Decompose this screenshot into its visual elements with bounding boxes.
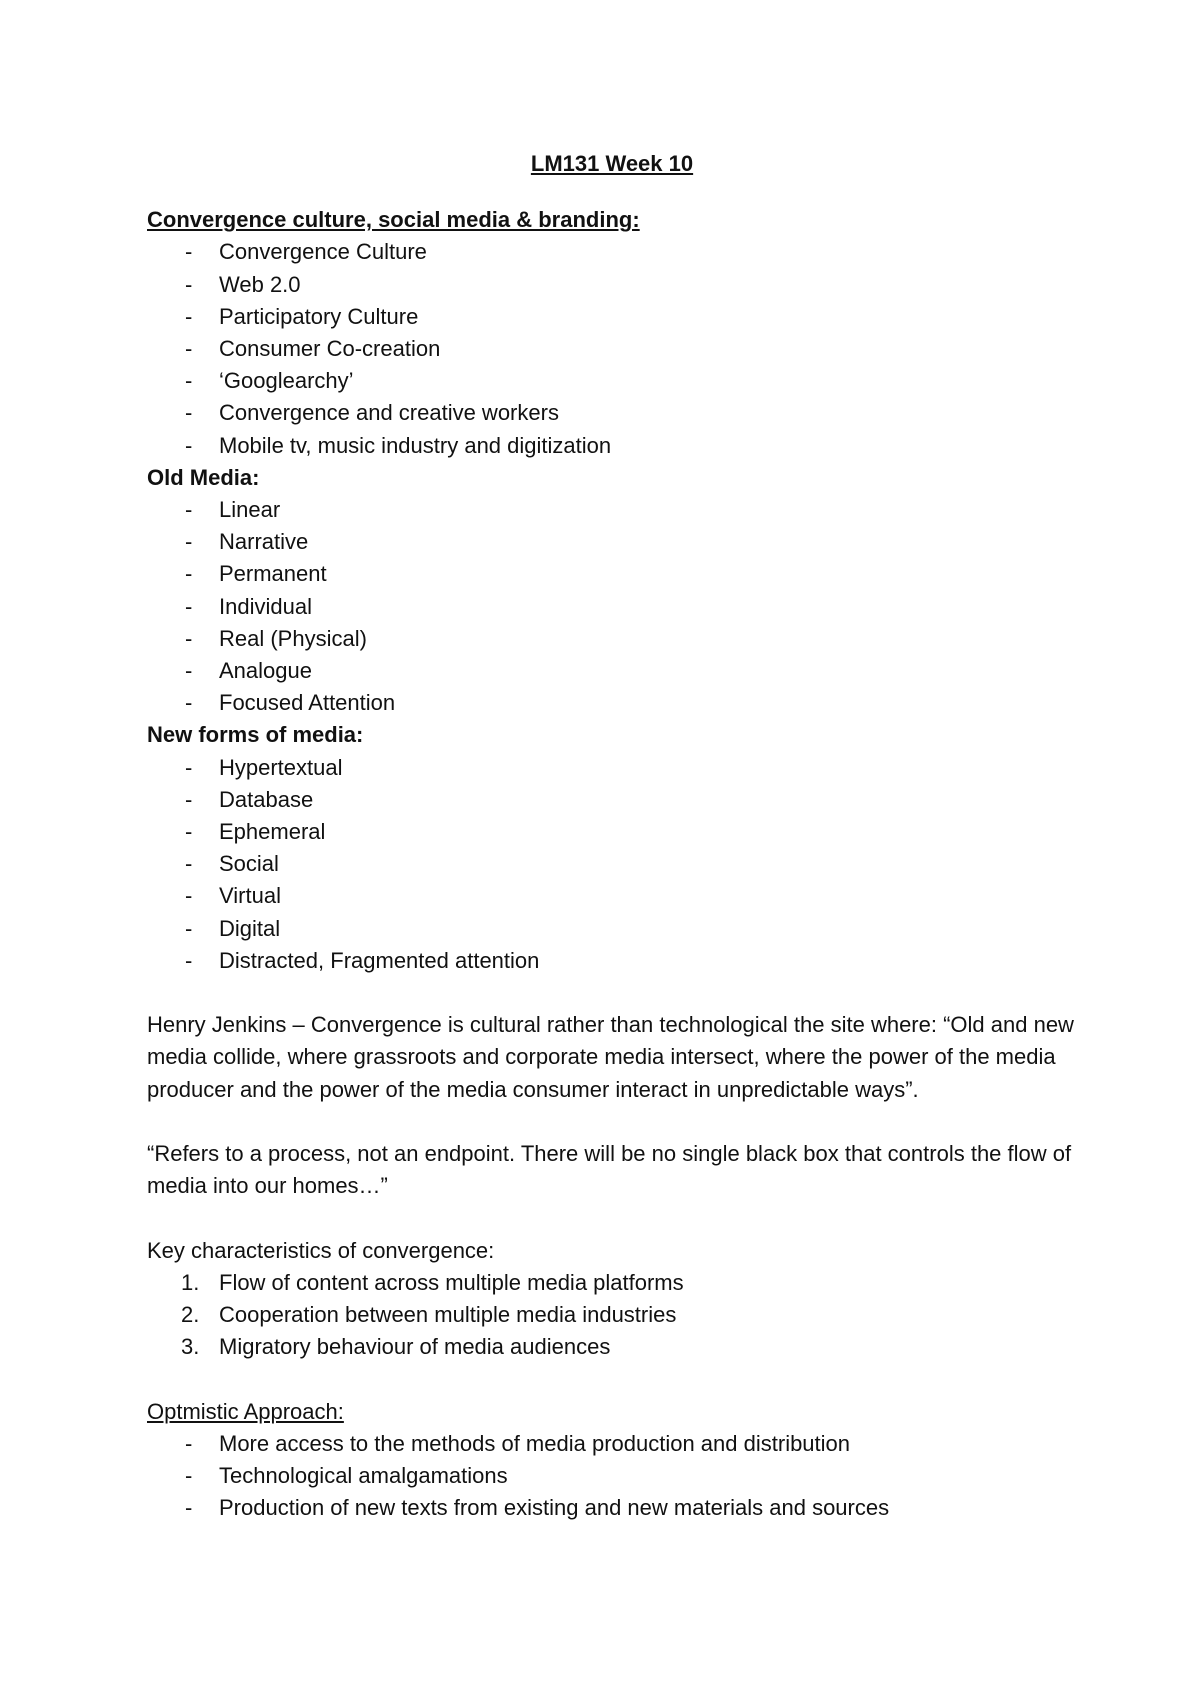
list-key-characteristics	[147, 1267, 1077, 1364]
list-item: - Individual	[185, 593, 312, 619]
list-item: - Production of new texts from existing and new materials and sources	[185, 1495, 890, 1521]
list-item: - Real (Physical)	[185, 625, 367, 651]
list-item: - Permanent	[185, 561, 327, 587]
list-convergence	[147, 236, 1077, 461]
list-item: - Analogue	[185, 658, 312, 684]
list-item: - Convergence Culture	[185, 239, 427, 265]
list-item: - Social	[185, 851, 279, 877]
spacer	[147, 1106, 1077, 1138]
spacer	[147, 977, 1077, 1009]
list-item: - Focused Attention	[185, 690, 396, 716]
list-item: - Ephemeral	[185, 819, 326, 845]
list-item: - More access to the methods of media production and distribution	[185, 1430, 851, 1456]
list-item: - Hypertextual	[185, 754, 343, 780]
heading-convergence: Convergence culture, social media & branding:	[147, 207, 640, 233]
list-item: - Linear	[185, 497, 281, 523]
list-item: 1. Flow of content across multiple media platforms	[181, 1269, 684, 1295]
list-item: - ‘Googlearchy’	[185, 368, 354, 394]
list-item: - Web 2.0	[185, 271, 301, 297]
list-item: - Distracted, Fragmented attention	[185, 947, 540, 973]
heading-new-media: New forms of media:	[147, 722, 364, 748]
list-item: - Technological amalgamations	[185, 1463, 508, 1489]
list-item: - Digital	[185, 915, 281, 941]
jenkins-paragraph: Henry Jenkins – Convergence is cultural rather than technological the site where: “Old and new media collide, where grassroots and corporate media intersect, where the power of the media producer and the power of the media consumer interact in unpredictable ways”.	[147, 1012, 1074, 1102]
list-item: - Database	[185, 786, 314, 812]
list-old-media	[147, 494, 1077, 719]
document-title: LM131 Week 10	[530, 151, 694, 176]
list-item: 3. Migratory behaviour of media audiences	[181, 1334, 611, 1360]
list-item: - Narrative	[185, 529, 309, 555]
heading-old-media: Old Media:	[147, 464, 260, 490]
document-body	[147, 148, 1077, 1524]
key-characteristics-intro: Key characteristics of convergence:	[147, 1237, 495, 1263]
list-item: - Mobile tv, music industry and digitization	[185, 432, 612, 458]
spacer	[147, 1363, 1077, 1395]
list-item: - Participatory Culture	[185, 303, 419, 329]
spacer	[147, 1202, 1077, 1234]
list-optimistic	[147, 1428, 1077, 1525]
list-item: - Consumer Co-creation	[185, 336, 441, 362]
process-paragraph: “Refers to a process, not an endpoint. There will be no single black box that controls the flow of media into our homes…”	[147, 1141, 1072, 1199]
list-new-media	[147, 752, 1077, 977]
list-item: - Virtual	[185, 883, 281, 909]
heading-optimistic-approach: Optmistic Approach:	[147, 1398, 344, 1424]
list-item: - Convergence and creative workers	[185, 400, 559, 426]
list-item: 2. Cooperation between multiple media industries	[181, 1302, 677, 1328]
